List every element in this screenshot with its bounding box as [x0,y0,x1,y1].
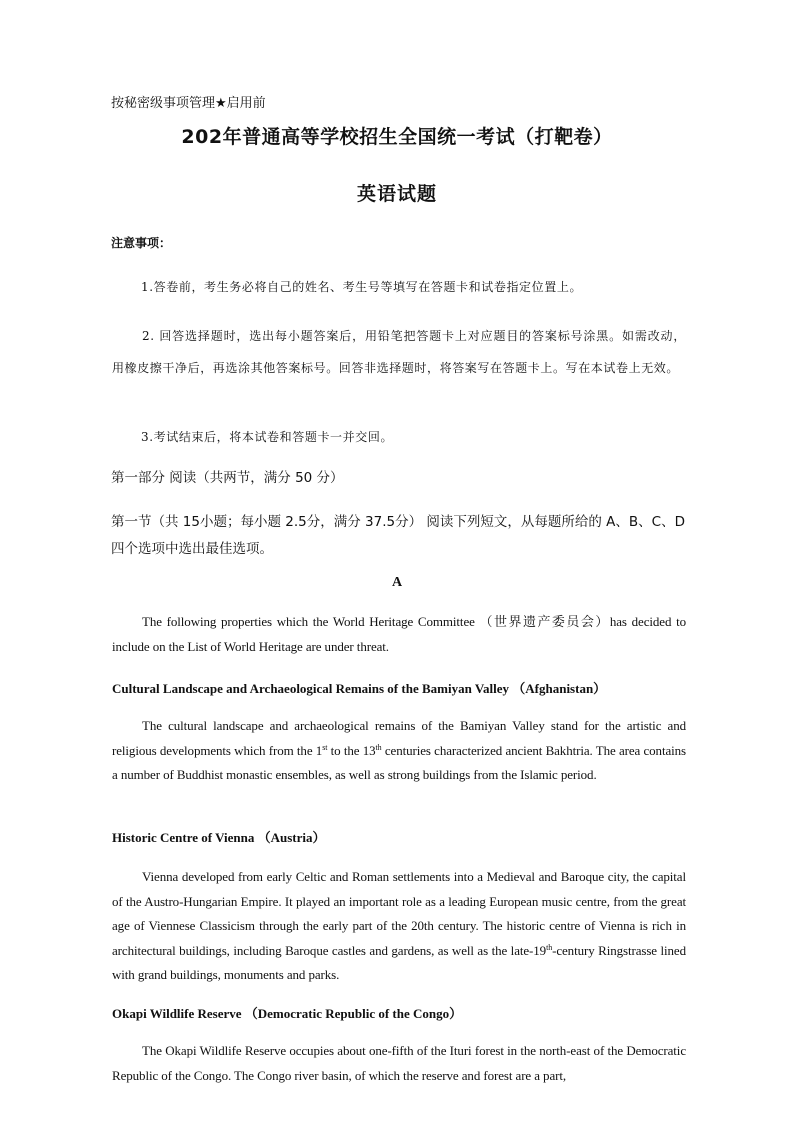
paragraph-okapi: The Okapi Wildlife Reserve occupies about one-fifth of the Ituri forest in the north-east of the Democratic Republic of the Congo. The Congo river basin, of which the reserve and forest are a part, [112,1043,686,1083]
confidential-notice: 按秘密级事项管理★启用前 [111,96,266,111]
note-item-3: 3.考试结束后，将本试卷和答题卡一并交回。 [141,430,394,444]
note-item-2: 2. 回答选择题时，选出每小题答案后，用铅笔把答题卡上对应题目的答案标号涂黑。如需改动，用橡皮擦干净后，再选涂其他答案标号。回答非选择题时，将答案写在答题卡上。写在本试卷上无效。 [112,329,686,375]
subject-title: 英语试题 [356,183,437,205]
paragraph-vienna: Vienna developed from early Celtic and Roman settlements into a Medieval and Baroque city, the capital of the Austro-Hungarian Empire. It played an important role as a leading European music centre, from the great age of Viennese Classicism through the early part of the 20th century. The historic centre of Vienna is rich in architectural buildings, including Baroque castles and gardens, as well as the late-19th-century Ringstrasse lined with grand buildings, monuments and parks. [112,869,686,982]
exam-title: 202年普通高等学校招生全国统一考试（打靶卷） [181,126,613,148]
heading-okapi: Okapi Wildlife Reserve （Democratic Republic of the Congo） [112,1006,463,1021]
heading-vienna: Historic Centre of Vienna （Austria） [112,830,326,845]
notes-heading: 注意事项： [111,236,172,250]
passage-label: A [391,575,403,590]
heading-bamiyan: Cultural Landscape and Archaeological Remains of the Bamiyan Valley （Afghanistan） [112,681,607,696]
note-item-1: 1.答卷前，考生务必将自己的姓名、考生号等填写在答题卡和试卷指定位置上。 [141,280,583,294]
passage-intro: The following properties which the World Heritage Committee （世界遗产委员会）has decided to include on the List of World Heritage are under threat. [112,614,686,654]
paragraph-bamiyan: The cultural landscape and archaeological remains of the Bamiyan Valley stand for the artistic and religious developments which from the 1st to the 13th centuries characterized ancient Bakhtria. The area contains a number of Buddhist monastic ensembles, as well as strong buildings from the Islamic period. [112,718,686,782]
part-one-heading: 第一部分 阅读（共两节，满分 50 分） [111,470,344,486]
section-one-instructions: 第一节（共 15小题；每小题 2.5分，满分 37.5分） 阅读下列短文，从每题所给的 A、B、C、D 四个选项中选出最佳选项。 [111,514,685,557]
